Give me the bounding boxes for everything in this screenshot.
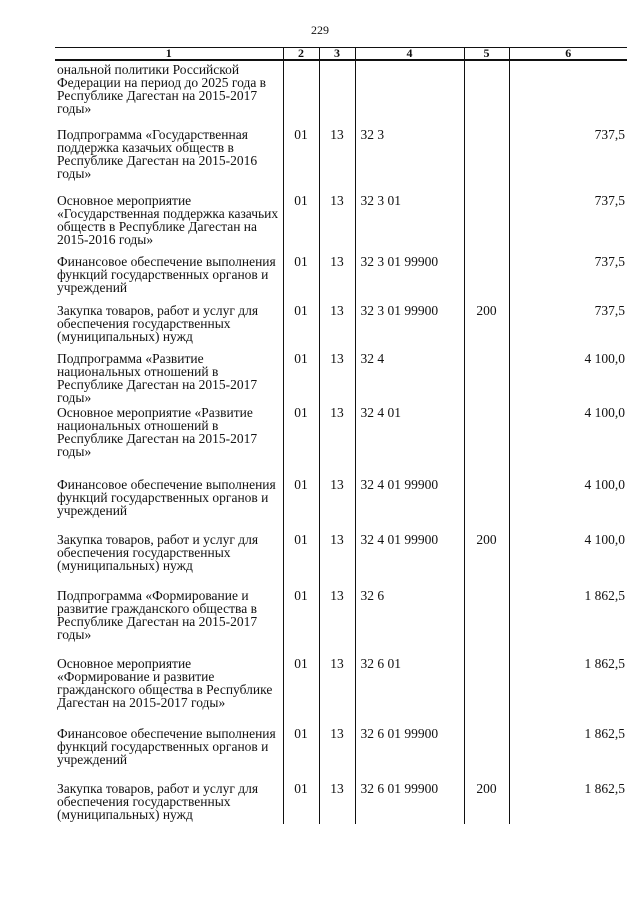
- row-expense-type: [464, 589, 509, 657]
- row-amount: 4 100,0: [509, 352, 627, 406]
- row-target-code: 32 4 01 99900: [355, 533, 464, 589]
- row-section: 01: [283, 657, 319, 727]
- row-expense-type: [464, 478, 509, 533]
- row-subsection: 13: [319, 406, 355, 478]
- column-header-4: 4: [355, 48, 464, 61]
- row-amount: 1 862,5: [509, 589, 627, 657]
- row-section: 01: [283, 406, 319, 478]
- row-amount: 1 862,5: [509, 782, 627, 824]
- row-subsection: 13: [319, 255, 355, 304]
- table-header: [55, 48, 627, 61]
- row-expense-type: 200: [464, 304, 509, 352]
- row-section: 01: [283, 478, 319, 533]
- row-amount: 737,5: [509, 255, 627, 304]
- row-amount: 1 862,5: [509, 727, 627, 782]
- row-subsection: 13: [319, 478, 355, 533]
- row-expense-type: [464, 657, 509, 727]
- row-target-code: 32 4: [355, 352, 464, 406]
- row-expense-type: [464, 60, 509, 128]
- table-row: [55, 304, 627, 352]
- row-section: 01: [283, 727, 319, 782]
- row-description: Финансовое обеспечение выполнения функций государственных органов и учреждений: [57, 477, 276, 518]
- row-expense-type: 200: [464, 533, 509, 589]
- row-amount: 737,5: [509, 194, 627, 255]
- column-header-2: 2: [283, 48, 319, 61]
- row-description: Финансовое обеспечение выполнения функций государственных органов и учреждений: [57, 726, 276, 767]
- header-row: [55, 48, 627, 61]
- row-subsection: 13: [319, 533, 355, 589]
- column-header-6: 6: [509, 48, 627, 61]
- row-target-code: 32 6 01 99900: [355, 727, 464, 782]
- budget-table: [55, 47, 627, 824]
- row-section: 01: [283, 533, 319, 589]
- row-description: Подпрограмма «Формирование и развитие гражданского общества в Республике Дагестан на 2015-2017 годы»: [57, 588, 258, 642]
- row-section: 01: [283, 304, 319, 352]
- row-target-code: 32 3 01: [355, 194, 464, 255]
- row-amount: 4 100,0: [509, 478, 627, 533]
- row-subsection: 13: [319, 128, 355, 194]
- row-description: Подпрограмма «Государственная поддержка казачьих обществ в Республике Дагестан на 2015-2016 годы»: [57, 127, 258, 181]
- row-amount: 737,5: [509, 304, 627, 352]
- table-body: [55, 60, 627, 824]
- row-amount: 737,5: [509, 128, 627, 194]
- row-description: Закупка товаров, работ и услуг для обеспечения государственных (муниципальных) нужд: [57, 781, 259, 822]
- row-subsection: [319, 60, 355, 128]
- row-amount: 4 100,0: [509, 533, 627, 589]
- row-description: Подпрограмма «Развитие национальных отношений в Республике Дагестан на 2015-2017 годы»: [57, 351, 258, 405]
- row-section: 01: [283, 194, 319, 255]
- table-row: [55, 478, 627, 533]
- row-section: 01: [283, 589, 319, 657]
- column-header-5: 5: [464, 48, 509, 61]
- row-expense-type: [464, 194, 509, 255]
- row-description: Основное мероприятие «Формирование и развитие гражданского общества в Республике Дагестан на 2015-2017 годы»: [57, 656, 273, 710]
- row-amount: 4 100,0: [509, 406, 627, 478]
- row-amount: [509, 60, 627, 128]
- row-expense-type: [464, 255, 509, 304]
- table-row: [55, 657, 627, 727]
- row-amount: 1 862,5: [509, 657, 627, 727]
- row-description: Основное мероприятие «Государственная поддержка казачьих обществ в Республике Дагестан на 2015-2016 годы»: [57, 193, 279, 247]
- row-description: ональной политики Российской Федерации на период до 2025 года в Республике Дагестан на 2015-2017 годы»: [57, 62, 267, 116]
- column-header-1: 1: [55, 48, 283, 61]
- row-subsection: 13: [319, 352, 355, 406]
- column-header-3: 3: [319, 48, 355, 61]
- row-subsection: 13: [319, 589, 355, 657]
- row-expense-type: 200: [464, 782, 509, 824]
- row-target-code: 32 6 01 99900: [355, 782, 464, 824]
- row-description: Финансовое обеспечение выполнения функций государственных органов и учреждений: [57, 254, 276, 295]
- row-target-code: 32 3: [355, 128, 464, 194]
- row-subsection: 13: [319, 194, 355, 255]
- row-expense-type: [464, 406, 509, 478]
- table-row: [55, 727, 627, 782]
- row-expense-type: [464, 352, 509, 406]
- row-target-code: 32 4 01 99900: [355, 478, 464, 533]
- row-section: 01: [283, 782, 319, 824]
- row-expense-type: [464, 727, 509, 782]
- row-target-code: 32 4 01: [355, 406, 464, 478]
- row-description: Основное мероприятие «Развитие национальных отношений в Республике Дагестан на 2015-2017 годы»: [57, 405, 258, 459]
- table-row: [55, 782, 627, 824]
- row-target-code: 32 3 01 99900: [355, 304, 464, 352]
- table-row: [55, 352, 627, 406]
- table-row: [55, 589, 627, 657]
- table-row: [55, 533, 627, 589]
- page-number: 229: [311, 23, 329, 37]
- row-description: Закупка товаров, работ и услуг для обеспечения государственных (муниципальных) нужд: [57, 303, 259, 344]
- table-row: [55, 406, 627, 478]
- table-row: [55, 255, 627, 304]
- row-subsection: 13: [319, 782, 355, 824]
- row-expense-type: [464, 128, 509, 194]
- table-row: [55, 194, 627, 255]
- row-target-code: 32 3 01 99900: [355, 255, 464, 304]
- table-row: [55, 60, 627, 128]
- row-description: Закупка товаров, работ и услуг для обеспечения государственных (муниципальных) нужд: [57, 532, 259, 573]
- row-target-code: [355, 60, 464, 128]
- row-section: 01: [283, 352, 319, 406]
- row-section: [283, 60, 319, 128]
- row-subsection: 13: [319, 304, 355, 352]
- row-subsection: 13: [319, 657, 355, 727]
- row-target-code: 32 6: [355, 589, 464, 657]
- table-row: [55, 128, 627, 194]
- row-subsection: 13: [319, 727, 355, 782]
- row-section: 01: [283, 255, 319, 304]
- row-section: 01: [283, 128, 319, 194]
- row-target-code: 32 6 01: [355, 657, 464, 727]
